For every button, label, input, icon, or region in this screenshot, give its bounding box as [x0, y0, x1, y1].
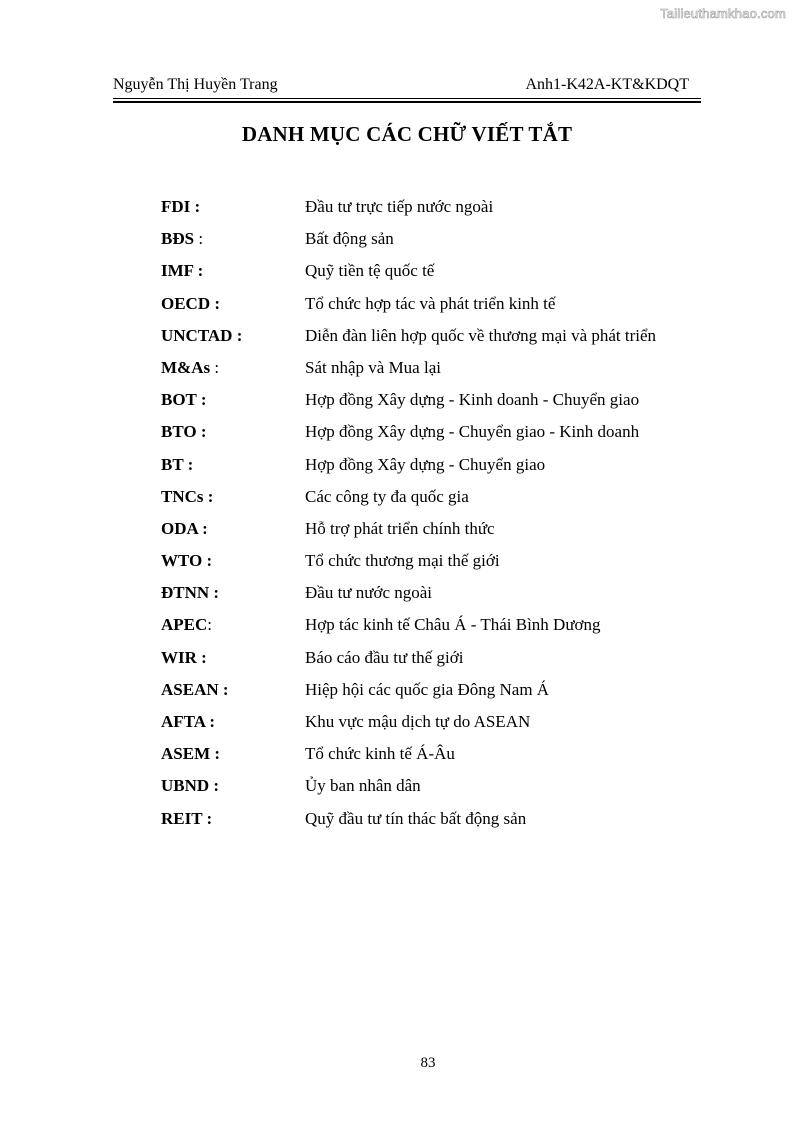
abbreviation-meaning: Ủy ban nhân dân: [305, 776, 421, 796]
abbreviation-row: [161, 711, 721, 743]
abbreviation-row: [161, 582, 721, 614]
abbreviation-separator: :: [202, 551, 213, 571]
abbreviation-term: [161, 389, 207, 411]
abbreviation-row: [161, 743, 721, 775]
abbreviation-separator: :: [196, 390, 207, 410]
abbreviation-code: BĐS: [161, 229, 195, 249]
abbreviation-code: ASEM: [161, 744, 211, 764]
abbreviation-term: [161, 647, 207, 669]
abbreviation-meaning: Báo cáo đầu tư thế giới: [305, 647, 464, 667]
header-rule: [113, 98, 701, 99]
abbreviation-row: [161, 647, 721, 679]
abbreviation-meaning: Đầu tư trực tiếp nước ngoài: [305, 197, 494, 216]
abbreviation-code: ASEAN: [161, 679, 219, 699]
abbreviation-meaning: Bất động sản: [305, 229, 394, 249]
abbreviation-row: [161, 196, 721, 228]
abbreviation-meaning: Hợp tác kinh tế Châu Á - Thái Bình Dương: [305, 615, 601, 635]
abbreviation-code: FDI: [161, 197, 191, 216]
abbreviation-meaning: Hợp đồng Xây dựng - Chuyển giao - Kinh doanh: [305, 422, 640, 442]
abbreviation-term: [161, 196, 200, 218]
abbreviation-meaning: Diễn đàn liên hợp quốc về thương mại và phát triển: [305, 325, 657, 345]
abbreviation-separator: :: [210, 293, 221, 313]
header-course: Anh1-K42A-KT&KDQT: [525, 76, 689, 93]
abbreviation-row: [161, 357, 721, 389]
abbreviation-meaning: Khu vực mậu dịch tự do ASEAN: [305, 712, 531, 731]
abbreviation-row: [161, 518, 721, 550]
abbreviation-row: [161, 454, 721, 486]
abbreviation-meaning: Quỹ tiền tệ quốc tế: [305, 261, 435, 281]
abbreviation-row: [161, 679, 721, 711]
abbreviation-term: [161, 293, 220, 315]
abbreviation-meaning: Các công ty đa quốc gia: [305, 486, 469, 506]
abbreviation-term: [161, 228, 203, 250]
abbreviation-row: [161, 389, 721, 421]
abbreviation-code: ĐTNN: [161, 583, 210, 603]
header-rule-thick: [113, 101, 701, 103]
abbreviation-separator: :: [197, 518, 208, 538]
watermark: Tailieuthamkhao.com: [660, 6, 786, 21]
abbreviation-meaning: Hỗ trợ phát triển chính thức: [305, 518, 495, 538]
header-author: Nguyễn Thị Huyền Trang: [113, 76, 278, 93]
abbreviation-separator: :: [194, 229, 204, 249]
abbreviation-meaning: Hợp đồng Xây dựng - Kinh doanh - Chuyển giao: [305, 390, 640, 410]
abbreviation-row: [161, 775, 721, 807]
abbreviation-term: [161, 325, 242, 347]
abbreviation-code: UNCTAD: [161, 325, 233, 345]
abbreviation-code: WTO: [161, 551, 203, 571]
abbreviation-code: WIR: [161, 647, 197, 667]
abbreviation-row: [161, 260, 721, 292]
abbreviation-row: [161, 550, 721, 582]
abbreviation-separator: :: [209, 776, 220, 796]
abbreviation-meaning: Hiệp hội các quốc gia Đông Nam Á: [305, 679, 550, 699]
abbreviation-term: [161, 357, 219, 379]
abbreviation-meaning: Quỹ đầu tư tín thác bất động sản: [305, 808, 527, 828]
abbreviation-term: [161, 775, 219, 797]
page-title: DANH MỤC CÁC CHỮ VIẾT TẮT: [241, 122, 573, 146]
abbreviation-separator: :: [196, 647, 207, 667]
abbreviation-separator: :: [190, 197, 201, 216]
abbreviation-code: M&As: [161, 357, 211, 377]
abbreviation-code: BTO: [161, 422, 197, 442]
abbreviation-code: BOT: [161, 390, 197, 410]
abbreviation-term: [161, 454, 193, 476]
abbreviation-code: APEC: [161, 615, 208, 635]
abbreviation-code: TNCs: [161, 486, 204, 506]
abbreviation-separator: :: [210, 357, 220, 377]
abbreviation-separator: :: [202, 808, 213, 828]
abbreviation-row: [161, 293, 721, 325]
abbreviation-separator: :: [193, 261, 204, 281]
abbreviation-list: [161, 196, 721, 840]
abbreviation-code: OECD: [161, 293, 211, 313]
abbreviation-term: [161, 550, 212, 572]
abbreviation-term: [161, 486, 213, 508]
abbreviation-separator: :: [210, 744, 221, 764]
abbreviation-separator: :: [232, 325, 243, 345]
abbreviation-separator: :: [218, 679, 229, 699]
abbreviation-term: [161, 808, 212, 830]
abbreviation-term: [161, 614, 212, 636]
abbreviation-row: [161, 228, 721, 260]
abbreviation-term: [161, 260, 203, 282]
abbreviation-code: IMF: [161, 261, 194, 281]
abbreviation-separator: :: [183, 454, 194, 474]
abbreviation-separator: :: [203, 486, 214, 506]
abbreviation-row: [161, 808, 721, 840]
abbreviation-separator: :: [196, 422, 207, 442]
abbreviation-meaning: Hợp đồng Xây dựng - Chuyển giao: [305, 454, 546, 474]
abbreviation-term: [161, 679, 229, 701]
abbreviation-row: [161, 325, 721, 357]
abbreviation-row: [161, 614, 721, 646]
abbreviation-meaning: Tổ chức thương mại thế giới: [305, 551, 500, 571]
abbreviation-code: REIT: [161, 808, 203, 828]
abbreviation-code: AFTA: [161, 712, 206, 731]
abbreviation-separator: :: [209, 583, 220, 603]
abbreviation-term: [161, 518, 208, 540]
abbreviation-code: ODA: [161, 518, 198, 538]
abbreviation-term: [161, 711, 215, 733]
abbreviation-separator: :: [205, 712, 215, 731]
abbreviation-code: UBND: [161, 776, 210, 796]
page-number: 83: [420, 1055, 436, 1071]
abbreviation-meaning: Đầu tư nước ngoài: [305, 583, 433, 603]
abbreviation-term: [161, 743, 220, 765]
abbreviation-meaning: Sát nhập và Mua lại: [305, 357, 441, 377]
abbreviation-meaning: Tổ chức kinh tế Á-Âu: [305, 744, 455, 764]
abbreviation-term: [161, 582, 219, 604]
abbreviation-code: BT: [161, 454, 184, 474]
abbreviation-separator: :: [207, 615, 213, 635]
abbreviation-row: [161, 486, 721, 518]
abbreviation-row: [161, 421, 721, 453]
page-header: [113, 76, 701, 98]
abbreviation-meaning: Tổ chức hợp tác và phát triển kinh tế: [305, 293, 556, 313]
abbreviation-term: [161, 421, 207, 443]
